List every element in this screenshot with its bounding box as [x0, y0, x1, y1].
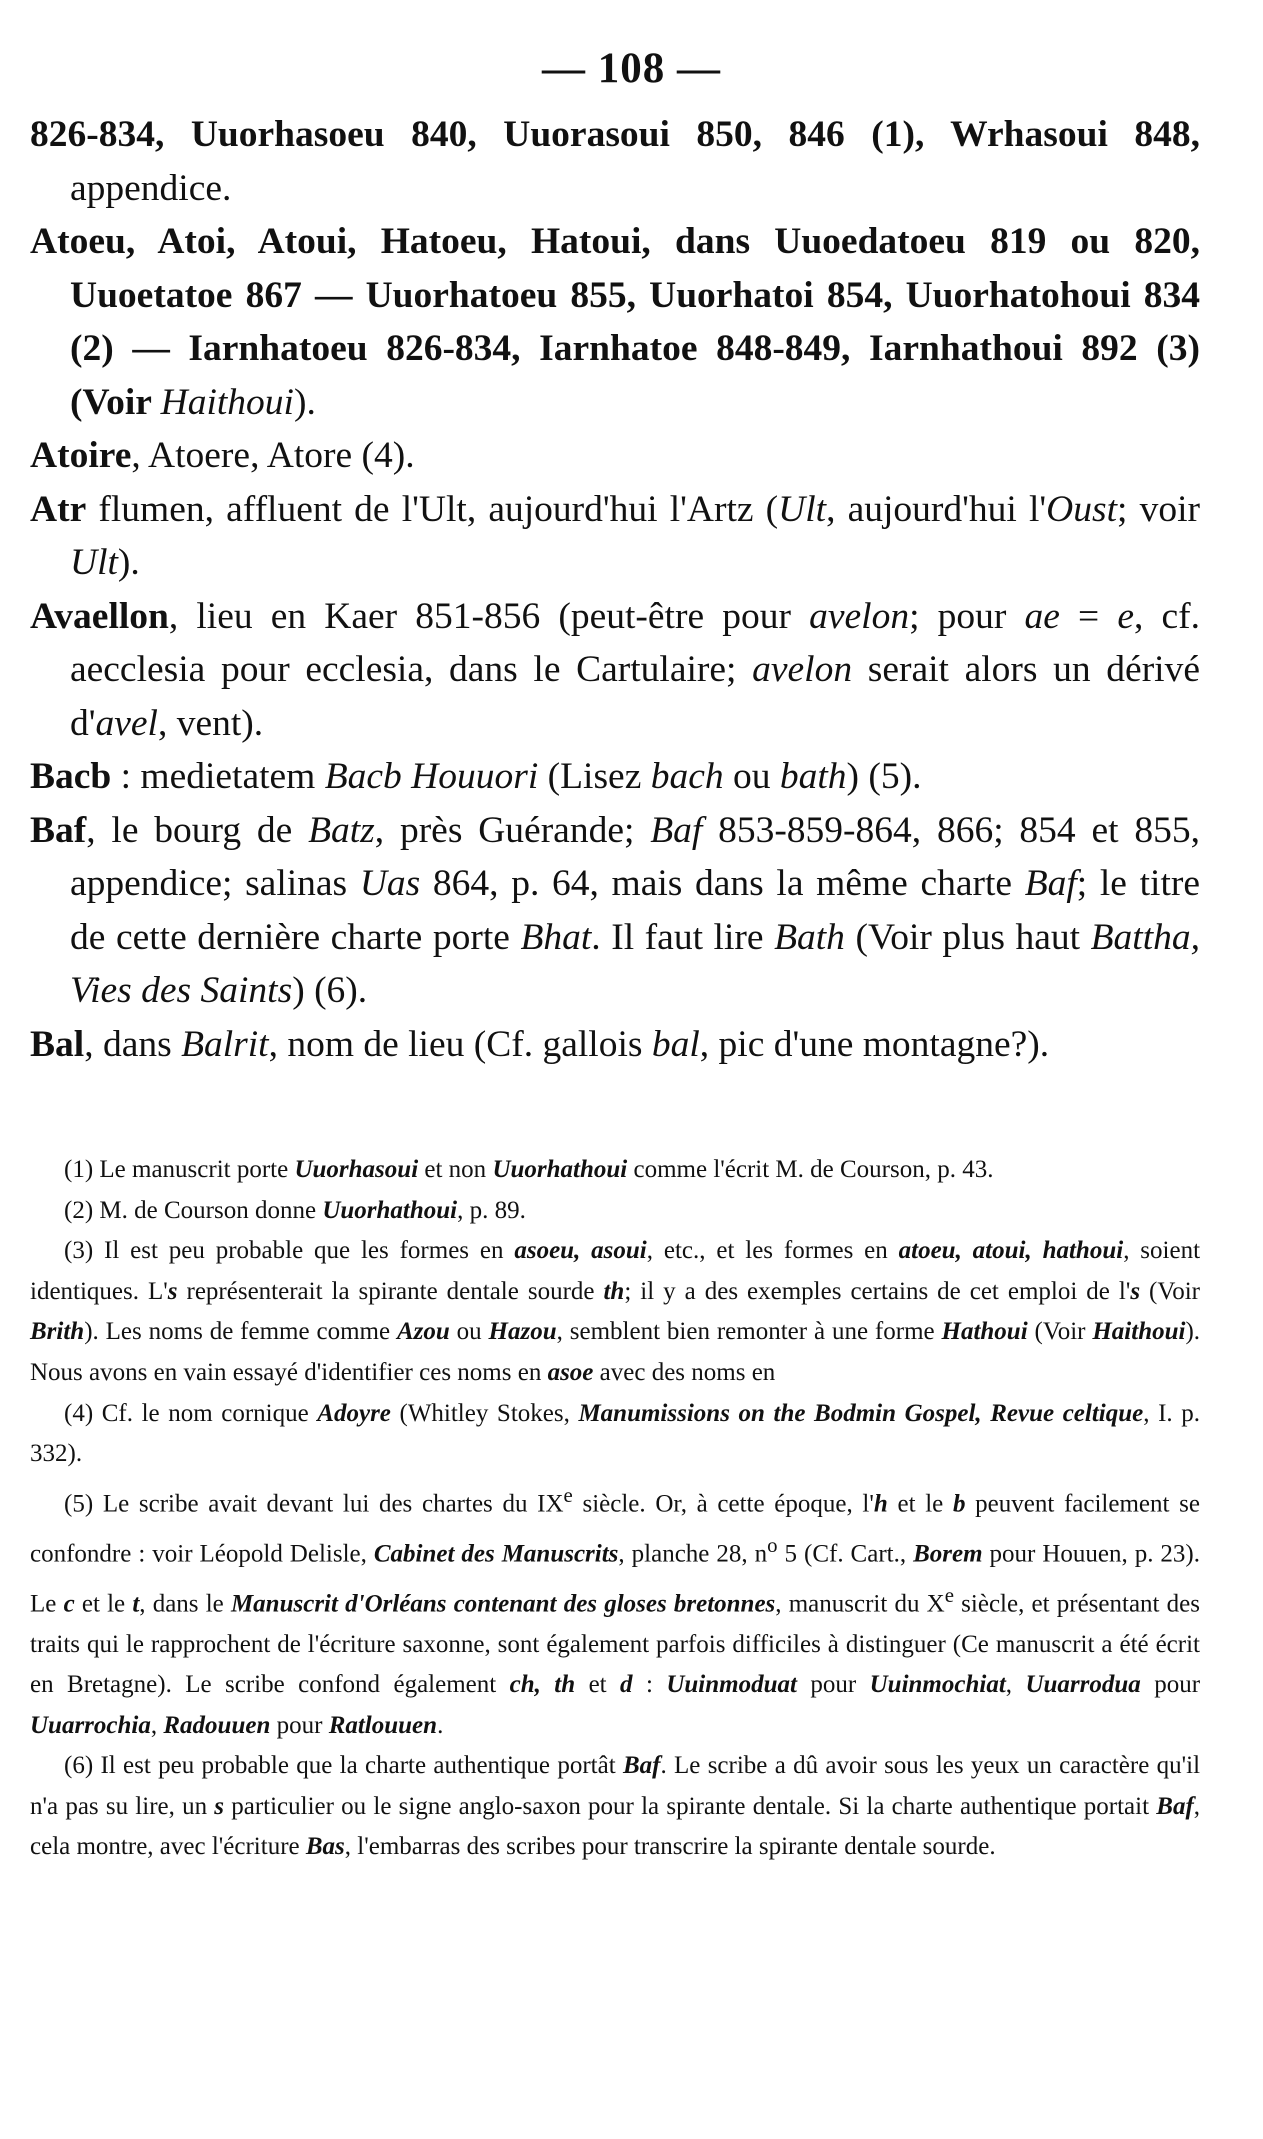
headword: Atr — [30, 488, 87, 530]
headword: Atoire — [30, 435, 132, 476]
headword: Atoeu — [30, 221, 126, 262]
footnotes — [30, 1150, 1200, 1868]
footnote-3: (3) Il est peu probable que les formes en asoeu, asoui, etc., et les formes en atoeu, atoui, hathoui, soient identiques. L's représenterait la spirante dentale sourde th; il y a des exemples certains de cet emploi de l's (Voir Brith). Les noms de femme comme Azou ou Hazou, semblent bien remonter à une forme Hathoui (Voir Haithoui). Nous avons en vain essayé d'identifier ces noms en asoe avec des noms en — [30, 1237, 1201, 1386]
footnote-6: (6) Il est peu probable que la charte authentique portât Baf. Le scribe a dû avoir sous les yeux un caractère qu'il n'a pas su lire, un s particulier ou le signe anglo-saxon pour la spirante dentale. Si la charte authentique portait Baf, cela montre, avec l'écriture Bas, l'embarras des scribes pour transcrire la spirante dentale sourde. — [30, 1752, 1201, 1861]
headword: Baf — [30, 809, 87, 851]
footnote-4: (4) Cf. le nom cornique Adoyre (Whitley Stokes, Manumissions on the Bodmin Gospel, Revue celtique, I. p. 332). — [30, 1399, 1201, 1468]
page-number: — 108 — — [542, 45, 721, 92]
entry-atr: Atr flumen, affluent de l'Ult, aujourd'hui l'Artz (Ult, aujourd'hui l'Oust; voir Ult). — [30, 488, 1200, 583]
entry-avaellon: Avaellon, lieu en Kaer 851-856 (peut-être pour avelon; pour ae = e, cf. aecclesia pour ecclesia, dans le Cartulaire; avelon serait alors un dérivé d'avel, vent). — [30, 595, 1200, 744]
footnote-5: (5) Le scribe avait devant lui des chartes du IXe siècle. Or, à cette époque, l'h et le b peuvent facilement se confondre : voir Léopold Delisle, Cabinet des Manuscrits, planche 28, $n^o$ 5 (Cf. Cart., Borem pour Houuen, p. 23). Le c et le t, dans le Manuscrit d'Orléans contenant des gloses bretonnes, manuscrit du Xe siècle, et présentant des traits qui le rapprochent de l'écriture saxonne, sont également parfois difficiles à distinguer (Ce manuscrit a été écrit en Bretagne). Le scribe confond également ch, th et d : Uuinmoduat pour Uuinmochiat, Uuarrodua pour Uuarrochia, Radouuen pour Ratlouuen. — [30, 1482, 1201, 1739]
entry-bal: Bal, dans Balrit, nom de lieu (Cf. gallois bal, pic d'une montagne?). — [30, 1023, 1050, 1065]
entry-atoire: Atoire, Atoere, Atore (4). — [30, 435, 415, 476]
footnote-1: (1) Le manuscrit porte Uuorhasoui et non Uuorhathoui comme l'écrit M. de Courson, p. 43. — [64, 1156, 994, 1183]
headword: Avaellon — [30, 595, 169, 637]
entry-atoeu: Atoeu, Atoi, Atoui, Hatoeu, Hatoui, dans Uuoedatoeu 819 ou 820, Uuoetatoe 867 — Uuorhatoeu 855, Uuorhatoi 854, Uuorhatohoui 834 (2) — Iarnhatoeu 826-834, Iarnhatoe 848-849, Iarnhathoui 892 (3) (Voir Haithoui). — [30, 221, 1200, 423]
entry-bacb: Bacb : medietatem Bacb Houuori (Lisez bach ou bath) (5). — [30, 756, 922, 797]
entry-baf: Baf, le bourg de Batz, près Guérande; Baf 853-859-864, 866; 854 et 855, appendice; salinas Uas 864, p. 64, mais dans la même charte Baf; le titre de cette dernière charte porte Bhat. Il faut lire Bath (Voir plus haut Battha, Vies des Saints) (6). — [30, 809, 1201, 1011]
headword: Bal — [30, 1023, 85, 1065]
headword: Bacb — [30, 756, 112, 797]
glossary-entries — [30, 108, 1200, 1071]
footnote-2: (2) M. de Courson donne Uuorhathoui, p. 89. — [64, 1196, 526, 1224]
entry-continuation: 826-834, Uuorhasoeu 840, Uuorasoui 850, 846 (1), Wrhasoui 848, appendice. — [30, 114, 1200, 209]
